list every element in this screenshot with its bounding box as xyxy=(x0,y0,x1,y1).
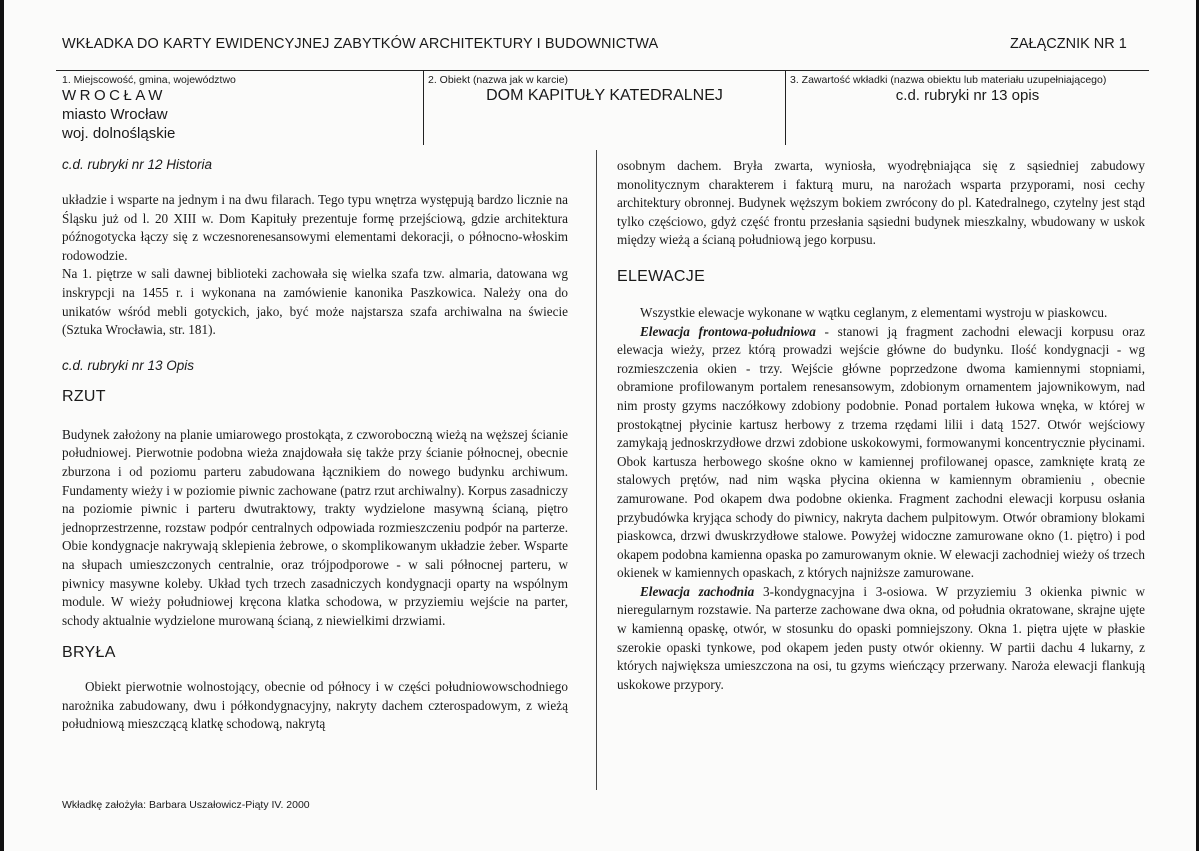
object-value: DOM KAPITUŁY KATEDRALNEJ xyxy=(486,87,723,104)
document-title: WKŁADKA DO KARTY EWIDENCYJNEJ ZABYTKÓW ARCHITEKTURY I BUDOWNICTWA xyxy=(62,36,659,52)
elewacje-intro: Wszystkie elewacje wykonane w wątku ceglanym, z elementami wystroju w piaskowcu. xyxy=(640,304,1108,320)
bryla-continuation: osobnym dachem. Bryła zwarta, wyniosła, wyodrębniająca się z sąsiedniej zabudowy monolitycznym charakterem i fakturą muru, na narożach wsparta przyporami, nosi cechy architektury obronnej. Budynek węższym bokiem zwrócony do pl. Katedralnego, czytelny jest stąd tylko częściowo, gdyż część frontu przesłania sąsiedni budynek mieszkalny, wbudowany w uskok między wieżą a ścianą południową jego korpusu. xyxy=(617,158,1145,248)
object-cell xyxy=(423,71,786,145)
city-value: WROCŁAW xyxy=(62,87,166,104)
content-cell xyxy=(786,71,1149,145)
west-elevation-text: 3-kondygnacyjna i 3-osiowa. W przyziemiu 3 okienka piwnic w nieregularnym rozstawie. Na parterze zachowane dwa okna, od południa okratowane, skrajne ujęte w kamienną opaskę, otwór, w stosunku do opaski pomniejszony. Okna 1. piętra ujęte w płaskie szerokie opaski tynkowe, pod okapem jeden pusty otwór okienny. W partii dachu 4 lukarny, z których największa umieszczona na osi, tu gzyms wieńczący przerwany. Naroża elewacji flankują uskokowe przypory. xyxy=(617,583,1145,692)
left-column xyxy=(62,152,568,734)
history-paragraph-2: Na 1. piętrze w sali dawnej biblioteki zachowała się wielka szafa tzw. almaria, datowana wg inskrypcji na 1455 r. i wykonana na zamówienie kanonika Paszkowica. Należy ona do unikatów wśród mebli gotyckich, jako, być może najstarsza szafa archiwalna na świecie (Sztuka Wrocławia, str. 181). xyxy=(62,266,568,338)
location-cell xyxy=(56,71,423,145)
west-elevation-label: Elewacja zachodnia xyxy=(640,583,755,599)
history-subheading: c.d. rubryki nr 12 Historia xyxy=(62,157,213,172)
history-paragraph-1: układzie i wsparte na jednym i na dwu filarach. Tego typu wnętrza występują bardzo licznie na Śląsku już od l. 20 XIII w. Dom Kapituły prezentuje formę przejściową, gdzie architektura późnogotycka łączy się z wczesnorenesansowymi elementami dekoracji, o północno-włoskim rodowodzie. xyxy=(62,192,568,263)
west-elevation-paragraph xyxy=(617,583,1145,695)
description-subheading: c.d. rubryki nr 13 Opis xyxy=(62,357,195,373)
location-label: 1. Miejscowość, gmina, województwo xyxy=(62,74,236,86)
elewacje-heading: ELEWACJE xyxy=(617,267,706,285)
object-label: 2. Obiekt (nazwa jak w karcie) xyxy=(428,74,569,86)
municipality-value: miasto Wrocław xyxy=(62,106,168,123)
header-table xyxy=(56,70,1149,145)
rzut-heading: RZUT xyxy=(62,387,106,405)
column-divider xyxy=(596,150,597,790)
front-elevation-label: Elewacja frontowa-południowa xyxy=(640,323,816,339)
bryla-paragraph: Obiekt pierwotnie wolnostojący, obecnie od północy i w części południowowschodniego narożnika zabudowany, dwu i półkondygnacyjny, nakryty dachem czterospadowym, z wieżą południową mieszczącą klatkę schodową, nakrytą xyxy=(62,679,568,732)
author-footer: Wkładkę założyła: Barbara Uszałowicz-Piąty IV. 2000 xyxy=(62,799,310,811)
front-elevation-text: - stanowi ją fragment zachodni elewacji korpusu oraz elewacja wieży, przez którą prowadzi wejście główne do budynku. Ilość kondygnacji - wg rozmieszczenia okien - trzy. Wejście główne poprzedzone dwoma kamiennymi stopniami, obramione profilowanym portalem renesansowym, zdobionym ornamentem jajownikowym, nad nim prosty gzyms naczółkowy zdobiony podobnie. Ponad portalem łukowa wnęka, w której w prostokątnej płycinie kartusz herbowy z trzema rzędami lilii i datą 1527. Otwór wejściowy zamykają jednoskrzydłowe drzwi zdobione uskokowymi, formowanymi koncentrycznie płycinami. Obok kartusza herbowego skośne okno w kamiennej profilowanej opasce, zamknięte kratą ze stalowych prętów, nad nim wąska płycina okienna w kamiennym obramieniu , obecnie zamurowane. Pod okapem dwa podobne okienka. Fragment zachodni elewacji korpusu osłania przybudówka kryjąca schody do piwnicy, nakryta dachem pulpitowym. Otwór obramiony blokami piaskowca, drzwi dwuskrzydłowe stalowe. Powyżej widoczne zamurowane okno (1. piętro) i pod okapem podobna kamienna opaska po zamurowanym oknie. W elewacji zachodniej wieży oś trzech okienek w kamiennych opaskach, z których najniższe zamurowane. xyxy=(617,323,1145,581)
voivodeship-value: woj. dolnośląskie xyxy=(62,125,176,142)
front-elevation-paragraph xyxy=(617,323,1145,583)
content-label: 3. Zawartość wkładki (nazwa obiektu lub materiału uzupełniającego) xyxy=(790,74,1107,86)
right-column xyxy=(617,152,1145,694)
rzut-paragraph: Budynek założony na planie umiarowego prostokąta, z czworoboczną wieżą na węższej ścianie południowej. Pierwotnie podobna wieża znajdowała się także przy ścianie północnej, obecnie zburzona i od poziomu parteru zabudowana łącznikiem do nowego budynku archiwum. Fundamenty wieży i w poziomie piwnic zachowane (patrz rzut archiwalny). Korpus zasadniczy na poziomie piwnic i parteru dwutraktowy, trakty wydzielone masywną ścianą, piętro jednoprzestrzenne, rozstaw podpór centralnych odpowiada rozmieszczeniu podpór na parterze. Obie kondygnacje nakrywają sklepienia żebrowe, o skomplikowanym układzie żeber. Wsparte na słupach umieszczonych centralnie, oraz trójpodporowe - w sali północnej parteru, w piwnicy masywne koleby. Układ tych trzech zasadniczych kondygnacji oparty na wspólnym module. W wieży południowej kręcona klatka schodowa, w przyziemiu wejście na parter, schody aktualnie wydzielone murowaną ścianą, z niewielkimi drzwiami. xyxy=(62,426,568,628)
annex-number: ZAŁĄCZNIK NR 1 xyxy=(1010,36,1127,52)
bryla-heading: BRYŁA xyxy=(62,644,116,662)
content-value: c.d. rubryki nr 13 opis xyxy=(895,87,1040,104)
scan-edge-left xyxy=(0,0,4,851)
